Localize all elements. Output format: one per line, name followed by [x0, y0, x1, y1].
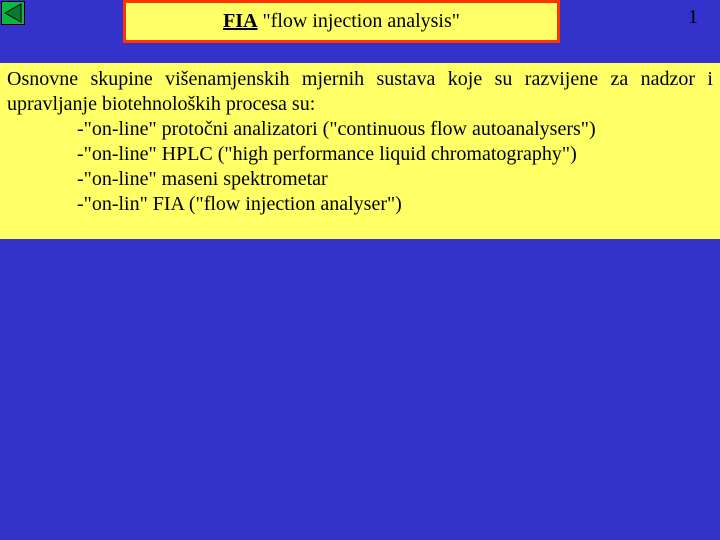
list-item: -"on-line" maseni spektrometar: [77, 168, 328, 190]
list-item: -"on-line" protočni analizatori ("continuous flow autoanalysers"): [77, 118, 596, 140]
system-list: [7, 117, 713, 217]
slide-title: [123, 0, 560, 43]
back-button[interactable]: [1, 1, 25, 25]
slide-number: 1: [688, 6, 698, 28]
title-abbreviation: FIA: [223, 10, 258, 32]
content-panel: [0, 63, 720, 239]
title-text: "flow injection analysis": [257, 10, 460, 32]
list-item: -"on-lin" FIA ("flow injection analyser"): [77, 193, 402, 215]
intro-paragraph: Osnovne skupine višenamjenskih mjernih sustava koje su razvijene za nadzor i upravljanje biotehnoloških procesa su:: [7, 68, 713, 115]
list-item: -"on-line" HPLC ("high performance liquid chromatography"): [77, 143, 577, 165]
left-triangle-arrow-icon: [1, 1, 25, 25]
